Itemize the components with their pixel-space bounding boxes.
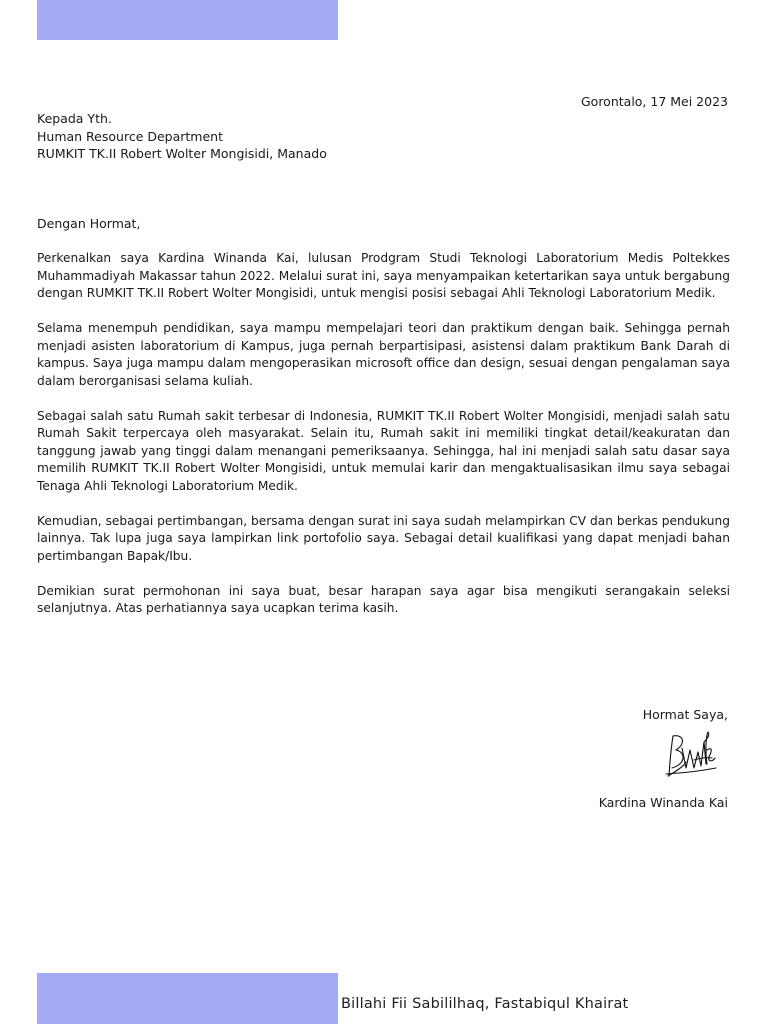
recipient-block (37, 110, 327, 163)
body-paragraph: Kemudian, sebagai pertimbangan, bersama dengan surat ini saya sudah melampirkan CV dan berkas pendukung lainnya. Tak lupa juga saya lampirkan link portofolio saya. Sebagai detail kualifikasi yang dapat menjadi bahan pertimbangan Bapak/Ibu. (37, 513, 730, 563)
signature-image (664, 730, 718, 782)
body-paragraph: Selama menempuh pendidikan, saya mampu mempelajari teori dan praktikum dengan baik. Sehingga pernah menjadi asisten laboratorium di Kampus, juga pernah berpartisipasi, asistensi dalam praktikum Bank Darah di kampus. Saya juga mampu dalam mengoperasikan microsoft office dan design, sesuai dengan pengalaman saya dalam berorganisasi selama kuliah. (37, 321, 730, 388)
closing-salutation: Hormat Saya, (642, 707, 728, 722)
recipient-line: Human Resource Department (37, 128, 223, 144)
footer-motto: Billahi Fii Sabililhaq, Fastabiqul Khairat (341, 996, 629, 1012)
place-date: Gorontalo, 17 Mei 2023 (580, 94, 728, 109)
letter-body (37, 250, 730, 635)
signer-name: Kardina Winanda Kai (598, 795, 728, 810)
bottom-accent-bar (37, 973, 338, 1024)
top-accent-bar (37, 0, 338, 40)
body-paragraph: Sebagai salah satu Rumah sakit terbesar di Indonesia, RUMKIT TK.II Robert Wolter Mongisidi, menjadi salah satu Rumah Sakit terpercaya oleh masyarakat. Selain itu, Rumah sakit ini memiliki tingkat detail/keakuratan dan tanggung jawab yang tinggi dalam menangani pemeriksaanya. Sehingga, hal ini menjadi salah satu dasar saya memilih RUMKIT TK.II Robert Wolter Mongisidi, untuk memulai karir dan mengaktualisasikan ilmu saya sebagai Tenaga Ahli Teknologi Laboratorium Medik. (37, 408, 730, 493)
body-paragraph: Demikian surat permohonan ini saya buat, besar harapan saya agar bisa mengikuti serangakain seleksi selanjutnya. Atas perhatiannya saya ucapkan terima kasih. (37, 583, 730, 615)
body-paragraph: Perkenalkan saya Kardina Winanda Kai, lulusan Prodgram Studi Teknologi Laboratorium Medis Poltekkes Muhammadiyah Makassar tahun 2022. Melalui surat ini, saya menyampaikan ketertarikan saya untuk bergabung dengan RUMKIT TK.II Robert Wolter Mongisidi, untuk mengisi posisi sebagai Ahli Teknologi Laboratorium Medik. (37, 251, 730, 300)
recipient-line: RUMKIT TK.II Robert Wolter Mongisidi, Manado (37, 146, 327, 161)
greeting: Dengan Hormat, (37, 216, 141, 231)
recipient-line: Kepada Yth. (37, 111, 112, 126)
